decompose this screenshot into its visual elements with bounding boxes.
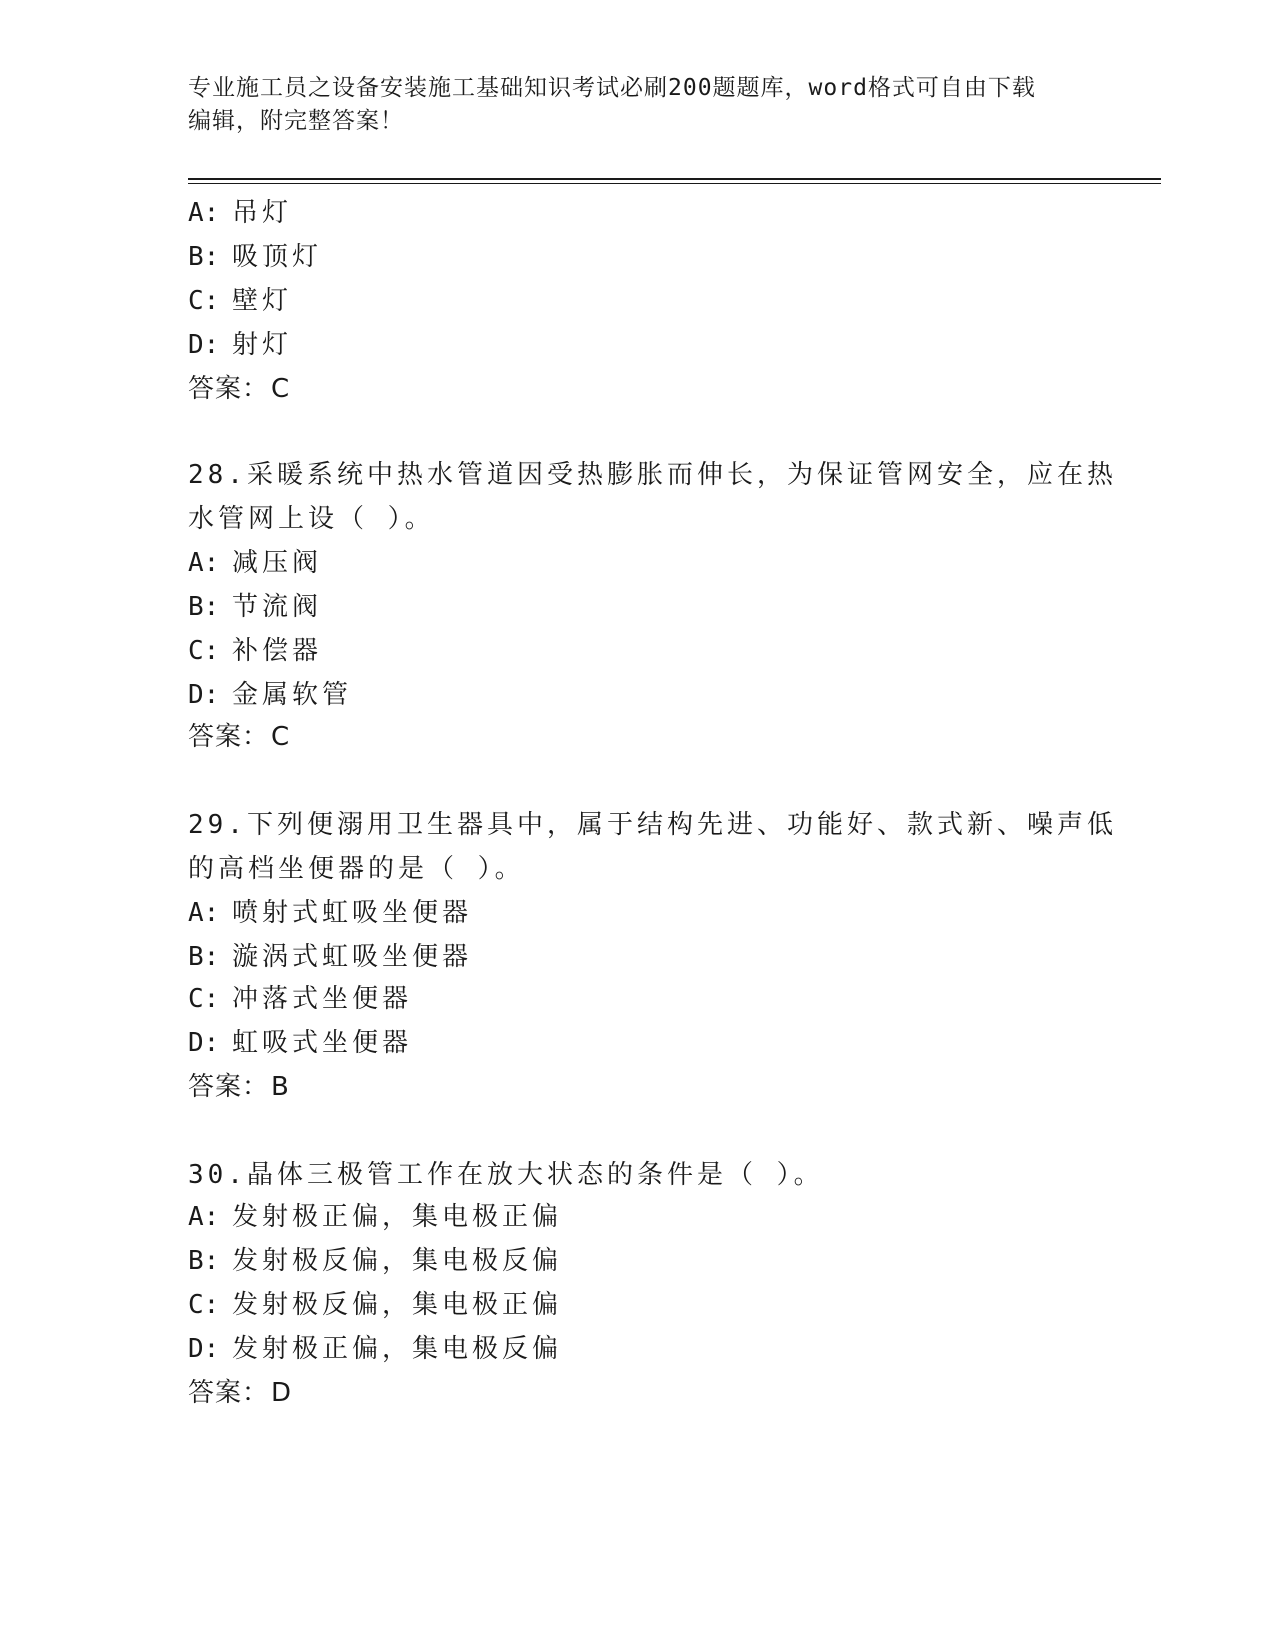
q28-option-c: [188, 634, 322, 668]
option-text: 发射极正偏，集电极正偏: [232, 1202, 563, 1232]
option-label: C:: [188, 1290, 220, 1320]
document-header: [188, 72, 1088, 138]
option-label: D:: [188, 1334, 220, 1364]
q30-option-a: [188, 1200, 562, 1234]
option-text: 发射极反偏，集电极正偏: [232, 1290, 563, 1320]
option-text: 射灯: [232, 330, 293, 360]
header-title-line-1: 专业施工员之设备安装施工基础知识考试必刷200题题库，word格式可自由下载: [188, 75, 1036, 101]
option-label: B:: [188, 1246, 220, 1276]
option-text: 补偿器: [232, 636, 323, 666]
header-title-line-2: 编辑，附完整答案！: [188, 108, 404, 134]
option-label: B:: [188, 592, 220, 622]
option-label: D:: [188, 330, 220, 360]
option-text: 喷射式虹吸坐便器: [232, 898, 473, 928]
q30-option-c: [188, 1288, 562, 1322]
q28-option-a: [188, 546, 322, 580]
answer-label: 答案：: [188, 722, 270, 752]
q30-answer: [188, 1376, 292, 1410]
option-label: C:: [188, 286, 220, 316]
q28-answer: [188, 720, 290, 754]
header-divider-thick: [188, 178, 1161, 180]
q28-stem-line-2: 水管网上设（ ）。: [188, 504, 435, 534]
answer-value: C: [271, 374, 291, 404]
q28-option-d: [188, 678, 352, 712]
q28-option-b: [188, 590, 322, 624]
option-text: 发射极正偏，集电极反偏: [232, 1334, 563, 1364]
option-text: 虹吸式坐便器: [232, 1028, 413, 1058]
q30-stem-line-1: 30.晶体三极管工作在放大状态的条件是（ ）。: [188, 1160, 824, 1190]
option-label: C:: [188, 636, 220, 666]
q29-option-a: [188, 896, 472, 930]
option-text: 冲落式坐便器: [232, 984, 413, 1014]
option-text: 节流阀: [232, 592, 323, 622]
option-label: B:: [188, 242, 220, 272]
answer-value: D: [271, 1378, 293, 1408]
answer-label: 答案：: [188, 1378, 270, 1408]
q30-option-d: [188, 1332, 562, 1366]
q27-option-c: [188, 284, 292, 318]
option-text: 减压阀: [232, 548, 323, 578]
answer-label: 答案：: [188, 374, 270, 404]
q27-option-d: [188, 328, 292, 362]
option-text: 壁灯: [232, 286, 293, 316]
option-text: 金属软管: [232, 680, 353, 710]
option-text: 吊灯: [232, 198, 293, 228]
q29-stem-line-1: 29.下列便溺用卫生器具中，属于结构先进、功能好、款式新、噪声低: [188, 810, 1117, 840]
answer-value: B: [271, 1072, 290, 1102]
option-label: A:: [188, 198, 220, 228]
option-label: A:: [188, 1202, 220, 1232]
q27-option-a: [188, 196, 292, 230]
option-text: 漩涡式虹吸坐便器: [232, 942, 473, 972]
header-divider-thin: [188, 183, 1161, 184]
q29-answer: [188, 1070, 290, 1104]
option-text: 吸顶灯: [232, 242, 323, 272]
answer-value: C: [271, 722, 291, 752]
q30-option-b: [188, 1244, 562, 1278]
q29-option-d: [188, 1026, 412, 1060]
q29-stem-line-2: 的高档坐便器的是（ ）。: [188, 854, 525, 884]
q29-option-b: [188, 940, 472, 974]
q27-answer: [188, 372, 290, 406]
option-label: C:: [188, 984, 220, 1014]
option-label: A:: [188, 548, 220, 578]
option-label: B:: [188, 942, 220, 972]
option-label: D:: [188, 680, 220, 710]
q28-stem-line-1: 28.采暖系统中热水管道因受热膨胀而伸长，为保证管网安全，应在热: [188, 460, 1117, 490]
q29-option-c: [188, 982, 412, 1016]
q27-option-b: [188, 240, 322, 274]
option-label: D:: [188, 1028, 220, 1058]
option-label: A:: [188, 898, 220, 928]
answer-label: 答案：: [188, 1072, 270, 1102]
option-text: 发射极反偏，集电极反偏: [232, 1246, 563, 1276]
